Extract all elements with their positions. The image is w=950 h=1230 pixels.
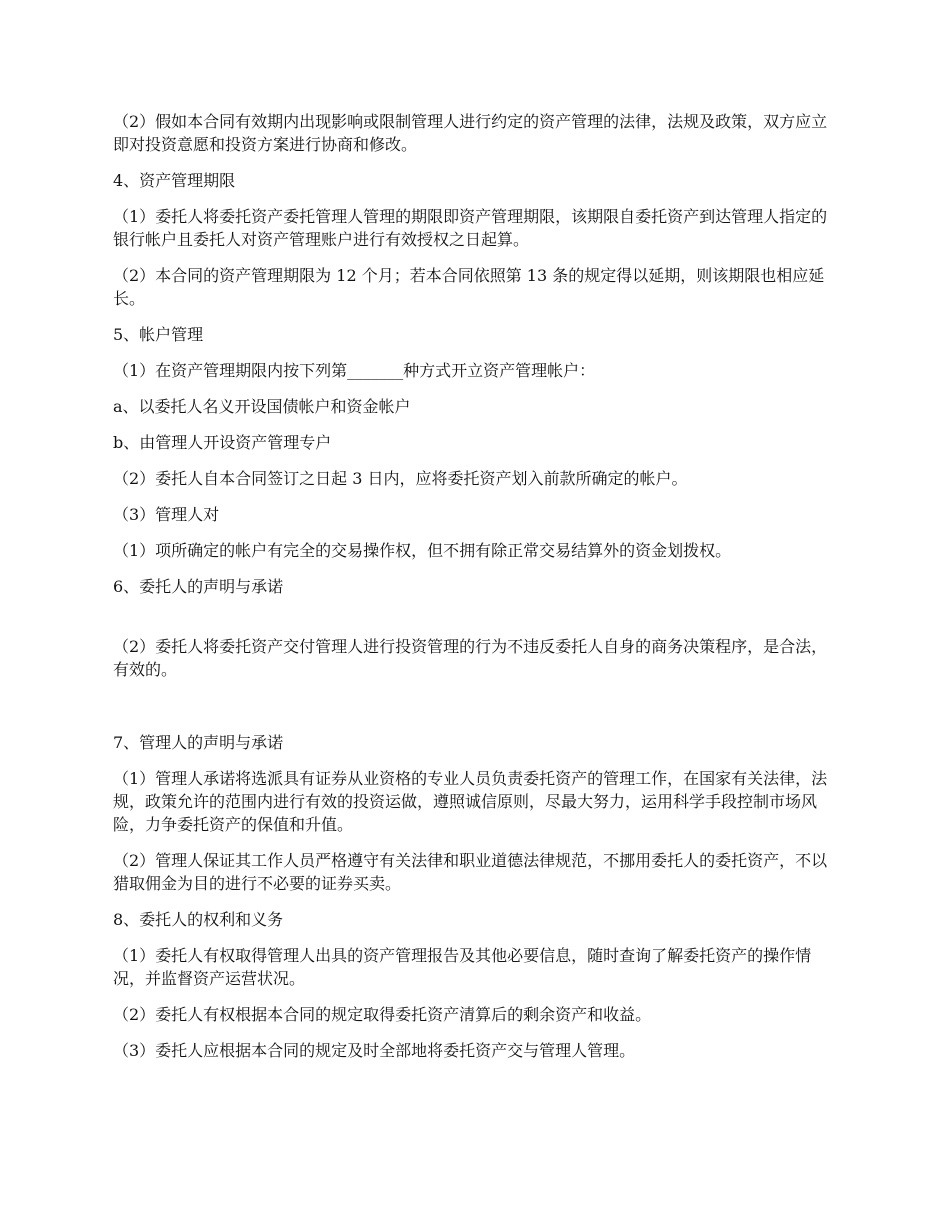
paragraph-15: （1）管理人承诺将选派具有证券从业资格的专业人员负责委托资产的管理工作，在国家有关法律，法规，政策允许的范围内进行有效的投资运做，遵照诚信原则，尽最大努力，运用科学手段控制市场风险，力争委托资产的保值和升值。 — [113, 769, 828, 834]
paragraph-10: （3）管理人对 — [113, 505, 220, 524]
paragraph-19: （2）委托人有权根据本合同的规定取得委托资产清算后的剩余资产和收益。 — [113, 1005, 652, 1024]
paragraph-7: a、以委托人名义开设国债帐户和资金帐户 — [113, 397, 411, 416]
paragraph-6: （1）在资产管理期限内按下列第_______种方式开立资产管理帐户： — [113, 361, 596, 380]
paragraph-3: （1）委托人将委托资产委托管理人管理的期限即资产管理期限，该期限自委托资产到达管理人指定的银行帐户且委托人对资产管理账户进行有效授权之日起算。 — [113, 207, 828, 249]
heading-5-account-management: 5、帐户管理 — [113, 325, 204, 344]
paragraph-20: （3）委托人应根据本合同的规定及时全部地将委托资产交与管理人管理。 — [113, 1041, 636, 1060]
heading-8-client-rights: 8、委托人的权利和义务 — [113, 910, 284, 929]
paragraph-16: （2）管理人保证其工作人员严格遵守有关法律和职业道德法律规范，不挪用委托人的委托资产，不以猎取佣金为目的进行不必要的证券买卖。 — [113, 851, 828, 893]
heading-6-client-statement: 6、委托人的声明与承诺 — [113, 577, 284, 596]
document-body — [113, 110, 835, 1062]
paragraph-1: （2）假如本合同有效期内出现影响或限制管理人进行约定的资产管理的法律，法规及政策，双方应立即对投资意愿和投资方案进行协商和修改。 — [113, 112, 828, 154]
paragraph-9: （2）委托人自本合同签订之日起 3 日内，应将委托资产划入前款所确定的帐户。 — [113, 469, 688, 488]
paragraph-13: （2）委托人将委托资产交付管理人进行投资管理的行为不违反委托人自身的商务决策程序，是合法，有效的。 — [113, 637, 828, 679]
paragraph-8: b、由管理人开设资产管理专户 — [113, 433, 332, 452]
paragraph-11: （1）项所确定的帐户有完全的交易操作权，但不拥有除正常交易结算外的资金划拨权。 — [113, 541, 732, 560]
heading-7-manager-statement: 7、管理人的声明与承诺 — [113, 733, 284, 752]
heading-4-asset-management-term: 4、资产管理期限 — [113, 171, 236, 190]
paragraph-4: （2）本合同的资产管理期限为 12 个月；若本合同依照第 13 条的规定得以延期，则该期限也相应延长。 — [113, 266, 825, 308]
paragraph-18: （1）委托人有权取得管理人出具的资产管理报告及其他必要信息，随时查询了解委托资产的操作情况，并监督资产运营状况。 — [113, 946, 812, 988]
